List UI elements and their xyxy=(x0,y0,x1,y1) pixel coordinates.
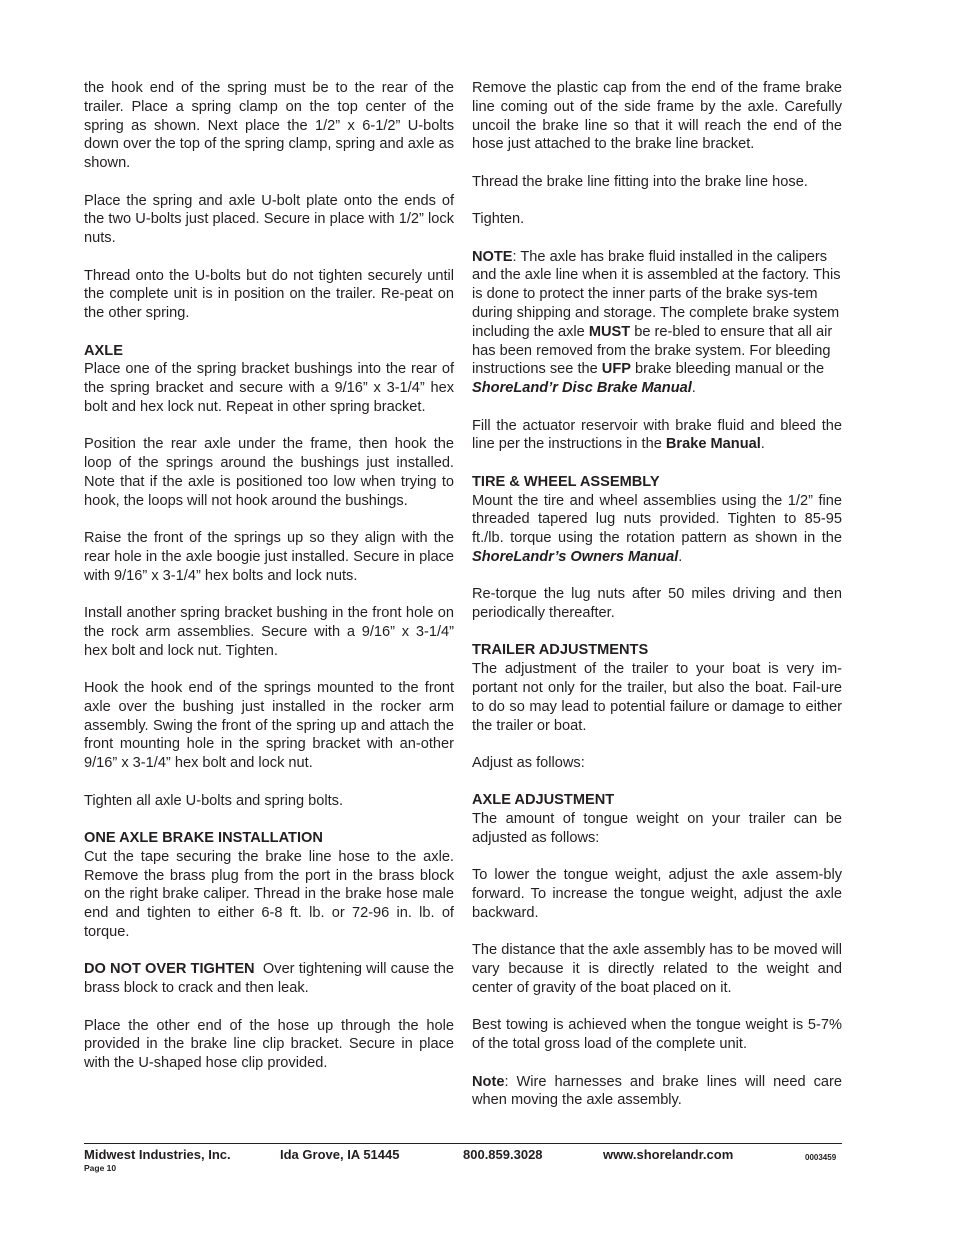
note-paragraph xyxy=(472,1073,842,1111)
tire-section xyxy=(472,473,842,567)
note-label: NOTE xyxy=(472,248,513,265)
right-column xyxy=(472,79,842,1110)
footer-company: Midwest Industries, Inc. xyxy=(84,1147,231,1162)
note-text: : Wire harnesses and brake lines will need care when moving the axle assembly. xyxy=(472,1073,842,1109)
footer-city: Ida Grove, IA 51445 xyxy=(280,1147,400,1162)
paragraph: Place one of the spring bracket bushings into the rear of the spring bracket and secure with a 9/16” x 3-1/4” hex bolt and hex lock nut. Repeat in other spring bracket. xyxy=(84,361,454,415)
paragraph-text: Fill the actuator reservoir with brake fluid and bleed the line per the instructions in the xyxy=(472,417,842,453)
brake-section xyxy=(84,829,454,942)
paragraph: Re-torque the lug nuts after 50 miles driving and then periodically thereafter. xyxy=(472,586,842,622)
paragraph: Adjust as follows: xyxy=(472,755,585,772)
footer-website: www.shorelandr.com xyxy=(603,1147,734,1162)
caution-text: Over tightening will cause the brass block to crack and then leak. xyxy=(84,961,454,997)
paragraph: Position the rear axle under the frame, then hook the loop of the springs around the bushings just installed. Note that if the axle is positioned too low when trying to hook, the loops will not hook around the bushings. xyxy=(84,436,454,509)
paragraph: Place the spring and axle U-bolt plate onto the ends of the two U-bolts just placed. Secure in place with 1/2” lock nuts. xyxy=(84,192,454,247)
footer-document-code: 0003459 xyxy=(805,1153,837,1162)
footer-phone: 800.859.3028 xyxy=(463,1147,543,1162)
paragraph: Raise the front of the springs up so they align with the rear hole in the axle boogie just installed. Secure in place with 9/16” x 3-1/4” hex bolts and lock nuts. xyxy=(84,530,454,584)
trailer-section xyxy=(472,641,842,735)
paragraph: Thread onto the U-bolts but do not tighten securely until the complete unit is in position on the trailer. Re-peat on the other spring. xyxy=(84,267,454,322)
paragraph xyxy=(472,417,842,455)
paragraph: The distance that the axle assembly has to be moved will vary because it is directly related to the weight and center of gravity of the boat placed on it. xyxy=(472,942,842,997)
paragraph: Remove the plastic cap from the end of the frame brake line coming out of the side frame by the axle. Carefully uncoil the brake line so that it will reach the end of the hose just attached to the brake line bracket. xyxy=(472,80,842,153)
axle-section xyxy=(84,342,454,417)
paragraph: Best towing is achieved when the tongue weight is 5-7% of the total gross load of the complete unit. xyxy=(472,1017,842,1053)
paragraph-text: Mount the tire and wheel assemblies using the 1/2” fine threaded tapered lug nuts provided. Tighten to 85-95 ft./lb. torque using the rotation pattern as shown in the xyxy=(472,492,842,547)
section-heading-tire-wheel: TIRE & WHEEL ASSEMBLY xyxy=(472,473,660,490)
disc-brake-manual-title: ShoreLand’r Disc Brake Manual xyxy=(472,380,692,397)
note-label: Note xyxy=(472,1073,505,1090)
caution-label: DO NOT OVER TIGHTEN xyxy=(84,961,255,978)
section-heading-axle: AXLE xyxy=(84,342,123,359)
axle-adjustment-section xyxy=(472,791,842,847)
paragraph-text: . xyxy=(760,436,765,453)
paragraph-text: . xyxy=(678,548,683,565)
section-heading-trailer-adjustments: TRAILER ADJUSTMENTS xyxy=(472,642,649,659)
note-text: : The axle has brake fluid installed in the calipers and the axle line when it is assembled at the factory. This is done to protect the inner parts of the brake sys-tem during shipping and storage. The complete brake system including the axle xyxy=(472,248,841,340)
page-number: Page 10 xyxy=(84,1163,117,1173)
paragraph: Hook the hook end of the springs mounted to the front axle over the bushing just installed in the rocker arm assembly. Swing the front of the spring up and attach the front mounting hole in the spring bracket with an-other 9/16” x 3-1/4” hex bolt and lock nut. xyxy=(84,680,454,772)
brake-manual-title: Brake Manual xyxy=(665,436,761,453)
note-text: brake bleeding manual or the xyxy=(630,361,825,378)
note-text: be re-bled to ensure that all air has been removed from the brake system. For bleeding instructions see the xyxy=(472,323,833,378)
note-paragraph xyxy=(472,248,842,398)
paragraph: Install another spring bracket bushing in the front hole on the rock arm assemblies. Secure with a 9/16” x 3-1/4” hex bolt and lock nut. Tighten. xyxy=(84,605,454,659)
paragraph: The adjustment of the trailer to your boat is very im-portant not only for the trailer, but also the boat. Fail-ure to do so may lead to potential failure or damage to either the trailer or boat. xyxy=(472,661,842,734)
section-heading-axle-adjustment: AXLE ADJUSTMENT xyxy=(472,792,615,809)
note-text: . xyxy=(691,380,696,397)
ufp-emphasis: UFP xyxy=(601,361,631,378)
paragraph: Place the other end of the hose up through the hole provided in the brake line clip bracket. Secure in place with the U-shaped hose clip provided. xyxy=(84,1017,454,1072)
paragraph: Thread the brake line fitting into the brake line hose. xyxy=(472,173,808,190)
footer-divider xyxy=(84,1143,842,1144)
paragraph: the hook end of the spring must be to the rear of the trailer. Place a spring clamp on the top center of the spring as shown. Next place the 1/2” x 6-1/2” U-bolts down over the top of the spring clamp, spring and axle as shown. xyxy=(84,80,454,172)
owners-manual-title: ShoreLandr’s Owners Manual xyxy=(472,548,679,565)
left-column xyxy=(84,79,454,1073)
section-heading-brake-installation: ONE AXLE BRAKE INSTALLATION xyxy=(84,830,323,847)
caution-paragraph xyxy=(84,960,454,998)
paragraph: Cut the tape securing the brake line hose to the axle. Remove the brass plug from the port in the brass block on the right brake caliper. Thread in the brake hose male end and tighten to either 6-8 ft. lb. or 72-96 in. lb. of torque. xyxy=(84,848,454,941)
paragraph: Tighten. xyxy=(472,211,525,228)
must-emphasis: MUST xyxy=(588,323,631,340)
paragraph: Tighten all axle U-bolts and spring bolts. xyxy=(84,792,344,809)
paragraph: To lower the tongue weight, adjust the axle assem-bly forward. To increase the tongue weight, adjust the axle backward. xyxy=(472,867,842,922)
paragraph: The amount of tongue weight on your trailer can be adjusted as follows: xyxy=(472,811,842,847)
